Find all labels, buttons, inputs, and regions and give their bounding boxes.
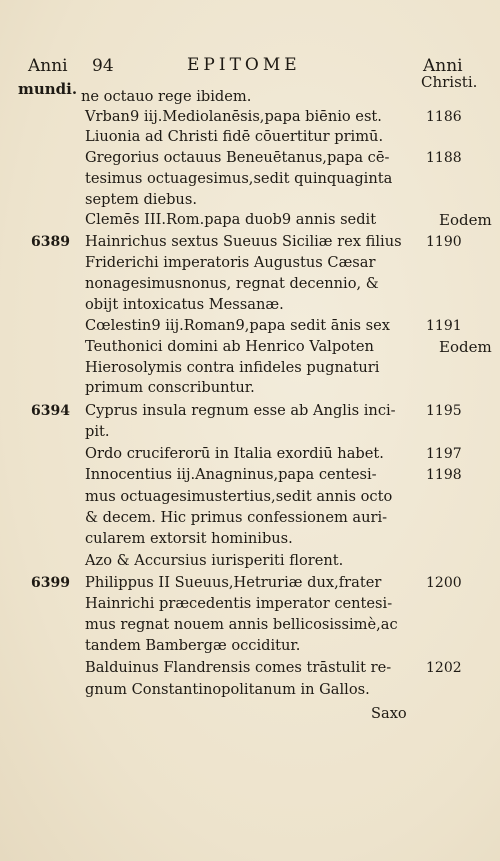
year-christi: 1198	[426, 467, 462, 483]
text-line: Hierosolymis contra infideles pugnaturi	[85, 359, 380, 376]
year-christi: 1191	[426, 318, 462, 334]
text-line: Clemēs III.Rom.papa duob9 annis sedit	[85, 211, 377, 228]
year-christi: 1202	[426, 660, 462, 676]
year-mundi: 6399	[31, 575, 70, 591]
text-line: nonagesimusnonus, regnat decennio, &	[85, 275, 379, 292]
text-line: tesimus octuagesimus,sedit quinquaginta	[85, 170, 393, 187]
year-christi: 1186	[426, 109, 462, 125]
header-right-sub: Christi.	[421, 73, 478, 91]
text-line: pit.	[85, 423, 110, 440]
text-line: Liuonia ad Christi fidē cōuertitur primū.	[85, 128, 384, 145]
text-line: Balduinus Flandrensis comes trāstulit re-	[85, 659, 392, 676]
text-line: tandem Bambergæ occiditur.	[85, 637, 301, 654]
eodem-note: Eodem	[439, 338, 492, 356]
text-line: mus regnat nouem annis bellicosissimè,ac	[85, 616, 398, 633]
text-line: Gregorius octauus Beneuētanus,papa cē-	[85, 149, 390, 166]
text-line: Hainrichus sextus Sueuus Siciliæ rex filius	[85, 233, 402, 250]
text-line: primum conscribuntur.	[85, 379, 255, 396]
text-line: Vrban9 iij.Mediolanēsis,papa biēnio est.	[85, 108, 382, 125]
header-left-sub: mundi.	[18, 80, 78, 98]
text-line: Cœlestin9 iij.Roman9,papa sedit ānis sex	[85, 317, 390, 334]
text-line: Philippus II Sueuus,Hetruriæ dux,frater	[85, 574, 382, 591]
text-line: Ordo cruciferorū in Italia exordiū habet.	[85, 445, 384, 462]
text-line: gnum Constantinopolitanum in Gallos.	[85, 681, 370, 698]
header-left-label: Anni	[28, 56, 68, 76]
text-line: Innocentius iij.Anagninus,papa centesi-	[85, 466, 377, 483]
year-mundi: 6389	[31, 234, 70, 250]
year-christi: 1200	[426, 575, 462, 591]
text-line: & decem. Hic primus confessionem auri-	[85, 509, 388, 526]
text-line: cularem extorsit hominibus.	[85, 530, 293, 547]
year-christi: 1190	[426, 234, 462, 250]
text-line: Hainrichi præcedentis imperator centesi-	[85, 595, 393, 612]
catchword: Saxo	[371, 705, 407, 722]
header-right-label: Anni	[423, 56, 463, 76]
year-mundi: 6394	[31, 403, 70, 419]
year-christi: 1195	[426, 403, 462, 419]
text-line: Friderichi imperatoris Augustus Cæsar	[85, 254, 376, 271]
year-christi: 1188	[426, 150, 462, 166]
text-line: septem diebus.	[85, 191, 197, 208]
text-line: Cyprus insula regnum esse ab Anglis inci-	[85, 402, 396, 419]
text-line: ne octauo rege ibidem.	[81, 88, 252, 105]
text-line: mus octuagesimustertius,sedit annis octo	[85, 488, 393, 505]
text-line: Azo & Accursius iurisperiti florent.	[85, 552, 344, 569]
eodem-note: Eodem	[439, 211, 492, 229]
text-line: obijt intoxicatus Messanæ.	[85, 296, 284, 313]
text-line: Teuthonici domini ab Henrico Valpoten	[85, 338, 374, 355]
year-christi: 1197	[426, 446, 462, 462]
page-number: 94	[92, 56, 114, 76]
running-title: EPITOME	[187, 55, 301, 75]
